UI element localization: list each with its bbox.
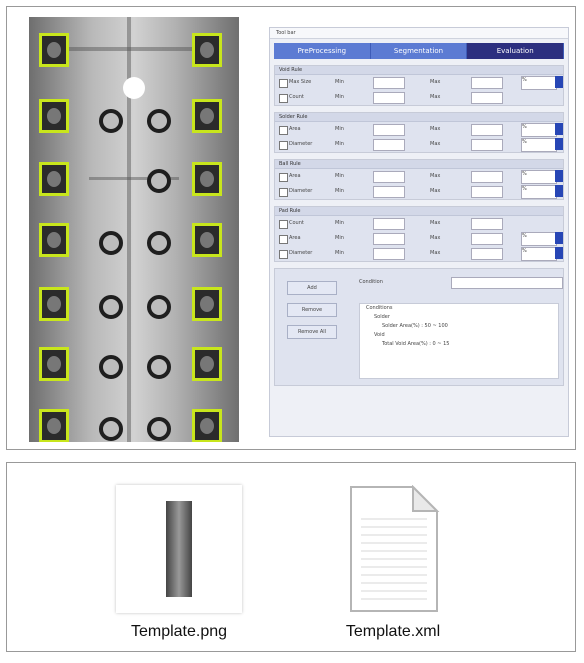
roi-box[interactable]	[192, 223, 222, 257]
tab-preprocessing[interactable]: PreProcessing	[274, 43, 371, 59]
unit-select[interactable]: %	[521, 247, 557, 261]
file-name: Template.png	[130, 623, 228, 640]
dropdown-arrow-icon[interactable]	[555, 232, 563, 244]
min-input[interactable]	[373, 248, 405, 260]
xray-image	[29, 17, 239, 442]
pad-blob	[47, 232, 61, 248]
section-header: Void Rule	[275, 66, 563, 75]
rule-checkbox[interactable]	[279, 250, 288, 259]
unit-select[interactable]: %	[521, 232, 557, 246]
pad-blob	[200, 108, 214, 124]
max-label: Max	[430, 235, 441, 241]
min-input[interactable]	[373, 92, 405, 104]
roi-box[interactable]	[39, 223, 69, 257]
condition-label: Condition	[359, 279, 383, 285]
max-input[interactable]	[471, 186, 503, 198]
rule-checkbox[interactable]	[279, 79, 288, 88]
document-file-icon	[345, 485, 441, 613]
dropdown-arrow-icon[interactable]	[555, 170, 563, 182]
max-label: Max	[430, 250, 441, 256]
condition-input[interactable]	[451, 277, 563, 289]
rule-label: Area	[289, 235, 301, 241]
remove-all-button[interactable]: Remove All	[287, 325, 337, 339]
min-label: Min	[335, 220, 344, 226]
rule-checkbox[interactable]	[279, 235, 288, 244]
rule-label: Area	[289, 173, 301, 179]
pad-blob	[200, 356, 214, 372]
rule-checkbox[interactable]	[279, 173, 288, 182]
rule-label: Diameter	[289, 141, 313, 147]
file-name: Template.xml	[345, 623, 441, 640]
rule-row	[275, 169, 563, 184]
pad-blob	[200, 42, 214, 58]
roi-box[interactable]	[39, 162, 69, 196]
file-output-panel	[6, 462, 576, 652]
add-button[interactable]: Add	[287, 281, 337, 295]
tab-strip	[274, 43, 564, 59]
roi-box[interactable]	[39, 409, 69, 442]
file-item[interactable]	[313, 485, 473, 641]
section-header: Ball Rule	[275, 160, 563, 169]
rule-checkbox[interactable]	[279, 188, 288, 197]
remove-button[interactable]: Remove	[287, 303, 337, 317]
file-item[interactable]	[99, 485, 259, 641]
solder-ball	[147, 231, 171, 255]
roi-box[interactable]	[192, 347, 222, 381]
rule-label: Count	[289, 94, 304, 100]
rule-row	[275, 137, 563, 152]
rule-row	[275, 231, 563, 246]
roi-box[interactable]	[192, 33, 222, 67]
panel-titlebar: Tool bar	[270, 28, 568, 39]
roi-box[interactable]	[39, 33, 69, 67]
rule-row	[275, 216, 563, 231]
pad-blob	[47, 42, 61, 58]
unit-select[interactable]: %	[521, 123, 557, 137]
pad-blob	[47, 108, 61, 124]
dropdown-arrow-icon[interactable]	[555, 185, 563, 197]
max-input[interactable]	[471, 218, 503, 230]
rule-label: Diameter	[289, 250, 313, 256]
void-rule-section	[274, 65, 564, 106]
max-input[interactable]	[471, 92, 503, 104]
solder-ball	[147, 109, 171, 133]
unit-select[interactable]: %	[521, 76, 557, 90]
min-input[interactable]	[373, 186, 405, 198]
image-file-icon	[116, 485, 242, 613]
solder-ball	[99, 231, 123, 255]
max-label: Max	[430, 188, 441, 194]
rule-checkbox[interactable]	[279, 220, 288, 229]
max-input[interactable]	[471, 77, 503, 89]
template-editor-panel	[6, 6, 576, 450]
solder-ball	[99, 109, 123, 133]
pad-rule-section	[274, 206, 564, 262]
pad-blob	[47, 418, 61, 434]
min-label: Min	[335, 188, 344, 194]
pad-blob	[47, 296, 61, 312]
rule-checkbox[interactable]	[279, 126, 288, 135]
circuit-trace	[69, 47, 199, 51]
ball-rule-section	[274, 159, 564, 200]
rule-checkbox[interactable]	[279, 141, 288, 150]
pad-blob	[200, 171, 214, 187]
solder-ball	[147, 295, 171, 319]
max-input[interactable]	[471, 233, 503, 245]
pad-blob	[47, 171, 61, 187]
rule-label: Count	[289, 220, 304, 226]
min-label: Min	[335, 126, 344, 132]
roi-box[interactable]	[192, 99, 222, 133]
solder-ball	[147, 355, 171, 379]
tree-node[interactable]: Solder Area(%) : 50 ~ 100	[382, 323, 448, 329]
rule-checkbox[interactable]	[279, 94, 288, 103]
unit-select[interactable]: %	[521, 138, 557, 152]
max-label: Max	[430, 220, 441, 226]
rule-row	[275, 246, 563, 261]
solder-ball	[147, 169, 171, 193]
tree-node[interactable]: Void	[374, 332, 385, 338]
condition-tree[interactable]	[359, 303, 559, 379]
solder-ball	[99, 355, 123, 379]
tab-evaluation[interactable]: Evaluation	[467, 43, 564, 59]
document-file-icon	[345, 485, 441, 613]
rule-row	[275, 90, 563, 105]
dropdown-arrow-icon[interactable]	[555, 247, 563, 259]
max-label: Max	[430, 126, 441, 132]
tree-node[interactable]: Total Void Area(%) : 0 ~ 15	[382, 341, 450, 347]
pad-blob	[200, 232, 214, 248]
min-input[interactable]	[373, 233, 405, 245]
section-header: Pad Rule	[275, 207, 563, 216]
bright-spot	[123, 77, 145, 99]
roi-box[interactable]	[39, 287, 69, 321]
max-label: Max	[430, 141, 441, 147]
dropdown-arrow-icon[interactable]	[555, 76, 563, 88]
max-input[interactable]	[471, 139, 503, 151]
condition-section	[274, 268, 564, 386]
unit-select[interactable]: %	[521, 170, 557, 184]
roi-box[interactable]	[39, 347, 69, 381]
min-label: Min	[335, 235, 344, 241]
rule-label: Diameter	[289, 188, 313, 194]
tree-node[interactable]: Solder	[374, 314, 390, 320]
rule-row	[275, 75, 563, 90]
pad-blob	[200, 296, 214, 312]
max-input[interactable]	[471, 171, 503, 183]
min-input[interactable]	[373, 124, 405, 136]
rule-label: Area	[289, 126, 301, 132]
pad-blob	[200, 418, 214, 434]
tree-node[interactable]: Conditions	[366, 305, 393, 311]
chip-thumbnail	[166, 501, 192, 597]
roi-box[interactable]	[192, 409, 222, 442]
dropdown-arrow-icon[interactable]	[555, 138, 563, 150]
min-input[interactable]	[373, 171, 405, 183]
roi-box[interactable]	[192, 287, 222, 321]
max-label: Max	[430, 94, 441, 100]
min-label: Min	[335, 173, 344, 179]
solder-ball	[147, 417, 171, 441]
max-label: Max	[430, 79, 441, 85]
solder-rule-section	[274, 112, 564, 153]
max-label: Max	[430, 173, 441, 179]
section-header: Solder Rule	[275, 113, 563, 122]
min-input[interactable]	[373, 77, 405, 89]
max-input[interactable]	[471, 248, 503, 260]
solder-ball	[99, 417, 123, 441]
min-input[interactable]	[373, 218, 405, 230]
rule-label: Max Size	[289, 79, 312, 85]
min-label: Min	[335, 250, 344, 256]
tab-segmentation[interactable]: Segmentation	[371, 43, 468, 59]
unit-select[interactable]: %	[521, 185, 557, 199]
max-input[interactable]	[471, 124, 503, 136]
dropdown-arrow-icon[interactable]	[555, 123, 563, 135]
min-label: Min	[335, 79, 344, 85]
rule-row	[275, 122, 563, 137]
min-label: Min	[335, 141, 344, 147]
min-label: Min	[335, 94, 344, 100]
min-input[interactable]	[373, 139, 405, 151]
roi-box[interactable]	[39, 99, 69, 133]
rule-row	[275, 184, 563, 199]
settings-panel	[269, 27, 569, 437]
solder-ball	[99, 295, 123, 319]
pad-blob	[47, 356, 61, 372]
roi-box[interactable]	[192, 162, 222, 196]
